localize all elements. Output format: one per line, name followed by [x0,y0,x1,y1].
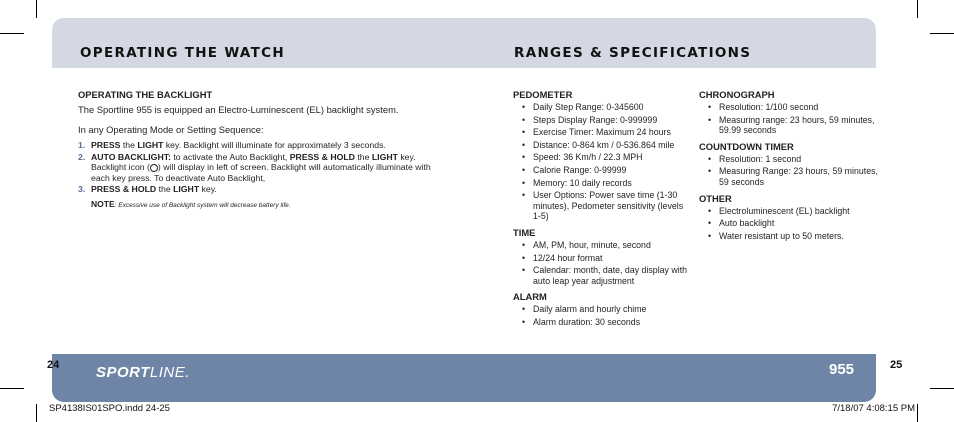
specs-column-2 [699,89,889,246]
brand-bold: SPORT [96,364,150,381]
spec-item: • Measuring range: 23 hours, 59 minutes, 59.99 seconds [708,115,889,136]
spec-group [513,89,693,222]
spec-group-heading: TIME [513,226,536,238]
spec-item: • Resolution: 1 second [708,154,889,165]
spec-group-heading: ALARM [513,291,547,303]
spec-item: • Measuring Range: 23 hours, 59 minutes, 59 seconds [708,166,889,187]
crop-mark [917,404,918,422]
step-number: 3. [78,184,86,195]
spec-group [513,291,693,327]
spec-item: • Distance: 0-864 km / 0-536.864 mile [522,140,693,151]
note-label: NOTE [91,198,115,209]
brand-light: LINE. [149,364,190,381]
step-text: AUTO BACKLIGHT: to activate the Auto Backlight, PRESS & HOLD the LIGHT key. Backlight icon ( ) will display in left of screen. Backlight will automatically illuminate with each key press. To deactivate Auto Backlight, [91,151,431,183]
spec-item: • AM, PM, hour, minute, second [522,240,693,251]
backlight-steps [78,140,450,195]
spec-group-heading: CHRONOGRAPH [699,89,775,100]
spec-group-heading: OTHER [699,192,732,204]
crop-mark [36,404,37,422]
step-text: PRESS the LIGHT key. Backlight will illuminate for approximately 3 seconds. [91,140,386,150]
spec-list [513,102,693,222]
crop-mark [36,0,37,18]
spec-group-heading: PEDOMETER [513,89,573,100]
spec-list [513,240,693,286]
spec-list [699,102,889,136]
spec-group [699,89,889,136]
sequence-intro: In any Operating Mode or Setting Sequence: [78,123,264,135]
spec-item: • Electroluminescent (EL) backlight [708,206,889,217]
step-number: 1. [78,140,86,150]
spec-item: • Speed: 36 Km/h / 22.3 MPH [522,152,693,163]
step-number: 2. [78,151,86,162]
spec-item: • Calendar: month, date, day display with auto leap year adjustment [522,265,693,286]
spec-group [699,141,889,188]
backlight-heading: OPERATING THE BACKLIGHT [78,89,213,100]
page-number-left: 24 [47,359,60,371]
crop-mark [0,388,24,389]
crop-mark [930,33,954,34]
spec-item: • Steps Display Range: 0-999999 [522,115,693,126]
note-text: : Excessive use of Backlight system will decrease battery life. [114,201,291,209]
backlight-intro: The Sportline 955 is equipped an Electro-Luminescent (EL) backlight system. [78,104,399,115]
spec-item: • User Options: Power save time (1-30 minutes), Pedometer sensitivity (levels 1-5) [522,190,693,222]
spec-item: • Resolution: 1/100 second [708,102,889,113]
model-number: 955 [829,361,855,378]
spec-group-heading: COUNTDOWN TIMER [699,140,794,152]
spec-item: • Memory: 10 daily records [522,178,693,189]
crop-mark [0,33,24,34]
right-section-title: RANGES & SPECIFICATIONS [514,45,752,61]
page-number-right: 25 [890,359,903,371]
spec-item: • Auto backlight [708,218,889,229]
spec-list [699,154,889,188]
crop-mark [930,388,954,389]
spec-item: • Daily Step Range: 0-345600 [522,102,693,113]
spec-group [513,227,693,286]
sportline-logo [96,364,190,381]
left-section-title: OPERATING THE WATCH [80,45,285,61]
battery-note [78,199,450,209]
spec-list [513,304,693,327]
spec-item: • 12/24 hour format [522,253,693,264]
step-text: PRESS & HOLD the LIGHT key. [91,184,217,195]
backlight-step [78,184,450,195]
spec-item: • Water resistant up to 50 meters. [708,231,889,242]
slug-datetime: 7/18/07 4:08:15 PM [832,403,915,414]
slug-filename: SP4138IS01SPO.indd 24-25 [49,403,170,414]
spec-item: • Daily alarm and hourly chime [522,304,693,315]
backlight-step [78,140,450,151]
crop-mark [917,0,918,18]
backlight-icon [150,164,158,172]
spec-item: • Calorie Range: 0-99999 [522,165,693,176]
spec-item: • Exercise Timer: Maximum 24 hours [522,127,693,138]
spec-item: • Alarm duration: 30 seconds [522,317,693,328]
spec-list [699,206,889,242]
spec-group [699,193,889,242]
backlight-section [78,89,450,209]
backlight-step [78,152,450,184]
specs-column-1 [513,89,693,333]
